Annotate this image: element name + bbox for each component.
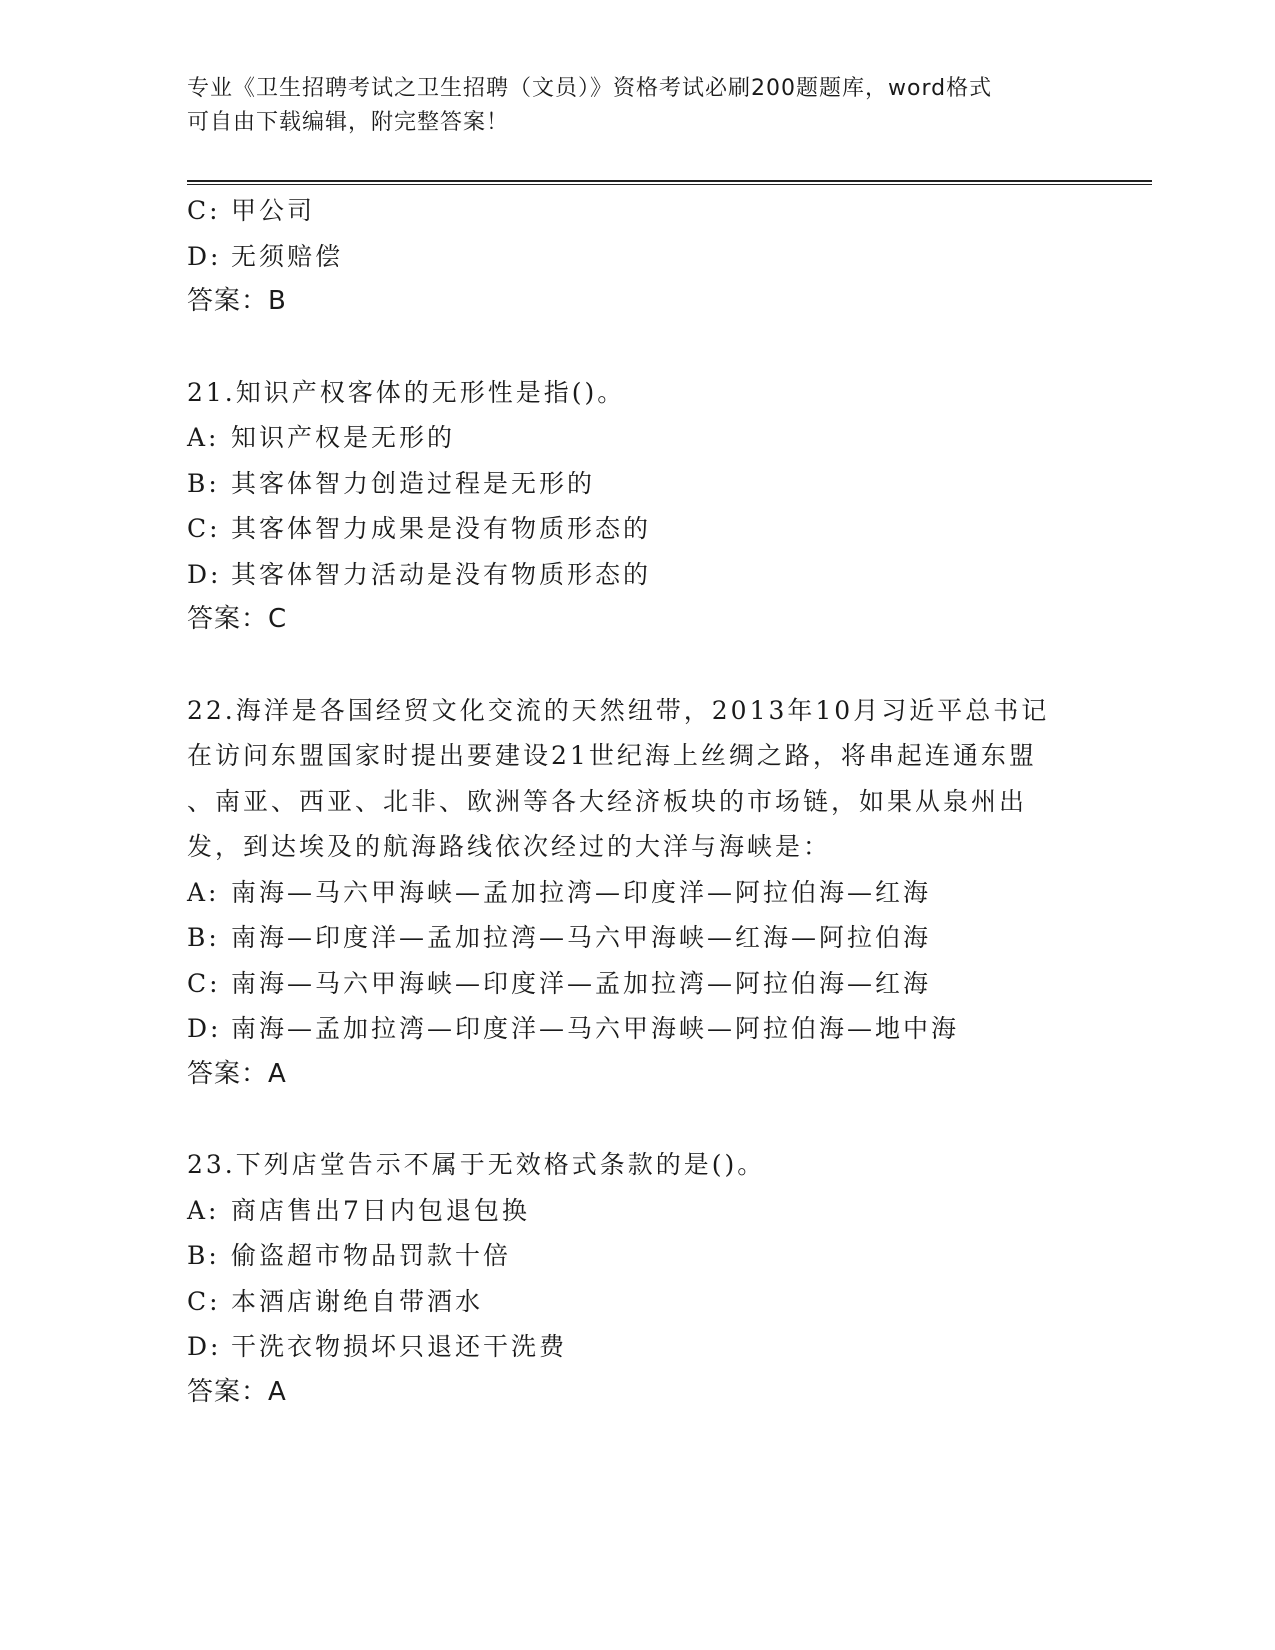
answer-line: 答案：B [187, 286, 287, 316]
header-divider [187, 180, 1152, 182]
option-row [187, 461, 1087, 507]
option-row [187, 1188, 1087, 1234]
option-key: A: [187, 877, 220, 907]
option-row [187, 1006, 1087, 1052]
option-text: 知识产权是无形的 [231, 423, 456, 452]
answer-line: 答案：C [187, 604, 288, 634]
page-header [187, 72, 1087, 140]
option-text: 其客体智力创造过程是无形的 [231, 468, 596, 498]
question-text-line: 、南亚、西亚、北非、欧洲等各大经济板块的市场链，如果从泉州出 [187, 786, 1028, 816]
option-row [187, 1324, 1087, 1370]
option-key: C: [187, 196, 221, 225]
header-divider-thin [187, 184, 1152, 185]
option-key: D: [187, 559, 222, 589]
question-text-line: 在访问东盟国家时提出要建设21世纪海上丝绸之路，将串起连通东盟 [187, 741, 1037, 770]
option-key: B: [187, 1241, 220, 1270]
question-block-21 [187, 370, 1087, 643]
option-row [187, 870, 1087, 916]
option-row [187, 1279, 1087, 1325]
option-row [187, 506, 1087, 552]
option-text: 其客体智力活动是没有物质形态的 [231, 559, 652, 589]
question-text-line: 22.海洋是各国经贸文化交流的天然纽带，2013年10月习近平总书记 [187, 695, 1050, 725]
option-row [187, 961, 1087, 1007]
header-line-1: 专业《卫生招聘考试之卫生招聘（文员）》资格考试必刷200题题库，word格式 [187, 76, 993, 101]
option-text: 南海—马六甲海峡—印度洋—孟加拉湾—阿拉伯海—红海 [231, 968, 932, 998]
option-row [187, 234, 1087, 280]
option-key: D: [187, 1332, 222, 1361]
option-text: 其客体智力成果是没有物质形态的 [231, 514, 652, 543]
option-text: 南海—孟加拉湾—印度洋—马六甲海峡—阿拉伯海—地中海 [231, 1014, 960, 1043]
option-key: D: [187, 241, 222, 271]
question-text: 23.下列店堂告示不属于无效格式条款的是()。 [187, 1150, 766, 1179]
option-key: B: [187, 468, 220, 498]
option-row [187, 915, 1087, 961]
option-text: 本酒店谢绝自带酒水 [231, 1286, 484, 1316]
option-text: 商店售出7日内包退包换 [231, 1195, 530, 1225]
answer-line: 答案：A [187, 1376, 287, 1407]
question-block-22 [187, 688, 1087, 1098]
option-key: A: [187, 1195, 220, 1225]
option-row [187, 415, 1087, 461]
option-text: 甲公司 [231, 196, 316, 225]
header-line-2: 可自由下载编辑，附完整答案！ [187, 110, 510, 135]
option-key: C: [187, 1286, 221, 1316]
option-key: C: [187, 514, 221, 543]
document-body [187, 188, 1087, 1415]
option-key: C: [187, 968, 221, 998]
answer-line: 答案：A [187, 1058, 287, 1089]
option-text: 偷盗超市物品罚款十倍 [231, 1241, 512, 1270]
question-text-line: 发，到达埃及的航海路线依次经过的大洋与海峡是： [187, 832, 832, 861]
option-text: 南海—马六甲海峡—孟加拉湾—印度洋—阿拉伯海—红海 [231, 877, 932, 907]
option-key: D: [187, 1014, 222, 1043]
option-text: 干洗衣物损坏只退还干洗费 [231, 1332, 568, 1361]
question-block-prev [187, 188, 1087, 325]
question-block-23 [187, 1142, 1087, 1415]
option-key: A: [187, 423, 220, 452]
option-row [187, 188, 1087, 234]
option-row [187, 1233, 1087, 1279]
question-text: 21.知识产权客体的无形性是指()。 [187, 377, 626, 407]
option-row [187, 552, 1087, 598]
option-key: B: [187, 923, 220, 952]
option-text: 南海—印度洋—孟加拉湾—马六甲海峡—红海—阿拉伯海 [231, 923, 932, 952]
option-text: 无须赔偿 [231, 241, 344, 271]
